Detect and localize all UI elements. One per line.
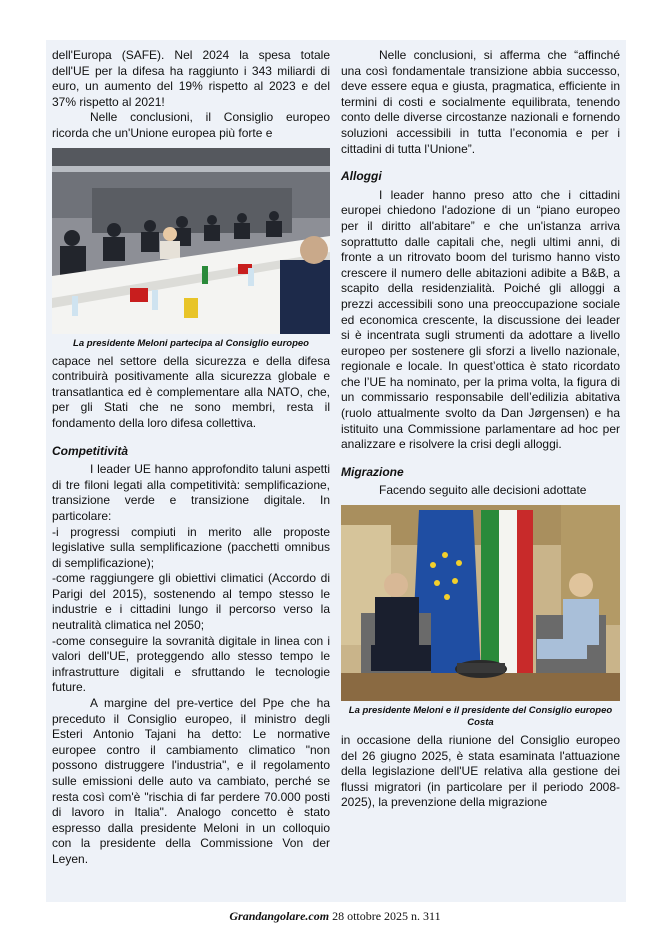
left-paragraph-1: dell'Europa (SAFE). Nel 2024 la spesa totale dell'UE per la difesa ha raggiunto i 343 miliardi di euro, un aumento del 19% rispetto al 2023 e del 37% rispetto al 2021!	[52, 48, 330, 109]
left-paragraph-4: I leader UE hanno approfondito taluni aspetti di tre filoni legati alla competitività: semplificazione, transizione verde e transizione digitale. In particolare:	[52, 462, 330, 523]
left-column	[52, 48, 330, 868]
left-paragraph-3: capace nel settore della sicurezza e della difesa contribuirà positivamente alla sicurezza globale e transatlantica ed è complementare alla NATO, che, per gli Stati che ne sono membri, resta il fondamento della loro difesa collettiva.	[52, 353, 330, 430]
left-paragraph-5: A margine del pre-vertice del Ppe che ha preceduto il Consiglio europeo, il ministro degli Esteri Antonio Tajani ha detto: Le normative europee contro il cambiamento climatico "non possono distruggere l'industria", e il regolamento sulle emissioni delle auto va cambiato, perché se resta così com'è "rischia di far perdere 70.000 posti di lavoro in Italia". Analogo concetto è stato espresso dalla presidente Meloni in un colloquio con la presidente della Commissione Von der Leyen.	[52, 696, 330, 866]
photo-council-meeting	[52, 148, 330, 334]
footer-site: Grandangolare.com	[229, 909, 330, 923]
right-paragraph-3: Facendo seguito alle decisioni adottate	[379, 483, 587, 498]
left-paragraph-2: Nelle conclusioni, il Consiglio europeo ricorda che un'Unione europea più forte e	[52, 110, 330, 140]
photo-meloni-costa	[341, 505, 620, 701]
heading-migrazione: Migrazione	[341, 464, 404, 479]
right-paragraph-1: Nelle conclusioni, si afferma che “affinché una così fondamentale transizione abbia successo, deve essere equa e giusta, pragmatica, efficiente in termini di costi e socialmente equilibrata, tenendo conto delle diverse circostanze nazionali e fornendo soluzioni accessibili in tutta l’economia e per i cittadini di tutta l’Unione”.	[341, 48, 620, 156]
right-paragraph-4: in occasione della riunione del Consiglio europeo del 26 giugno 2025, è stata esaminata l'attuazione della legislazione dell'UE relativa alla gestione dei flussi migratori (in particolare per il periodo 2008-2025), la prevenzione della migrazione	[341, 733, 620, 810]
left-list-item-3: -come conseguire la sovranità digitale in linea con i valori dell'UE, proteggendo allo stesso tempo le infrastrutture digitali e sfruttando le tecnologie future.	[52, 633, 330, 695]
left-list-item-2: -come raggiungere gli obiettivi climatici (Accordo di Parigi del 2015), sostenendo al tempo stesso le industrie e i cittadini lungo il percorso verso la neutralità climatica nel 2050;	[52, 571, 330, 633]
photo-council-meeting-caption: La presidente Meloni partecipa al Consiglio europeo	[73, 337, 309, 349]
right-paragraph-2: I leader hanno preso atto che i cittadini europei chiedono l'adozione di un “piano europeo per il diritto all'abitare” e che un'istanza arriva soprattutto dalle capitali che, negli ultimi anni, di fronte a un ritrovato boom del turismo hanno visto crescere il numero delle abitazioni adibite a B&B, a scapito della residenzialità. Poiché gli alloggi a prezzi accessibili sono una preoccupazione sociale ed economica crescente, la discussione dei leader si è incentrata sugli strumenti da adottare a livello europeo per sostenere gli sforzi a livello nazionale, regionale e locale. In quest’ottica è stato ricordato che l’UE ha nominato, per la prima volta, la figura di un commissario responsabile dell’edilizia abitativa (ruolo attualmente svolto da Dan Jørgensen) e ha istituito una Commissione parlamentare ad hoc per analizzare e risolvere la crisi degli alloggi.	[341, 187, 620, 452]
council-meeting-image	[52, 148, 330, 334]
right-column	[341, 48, 620, 811]
page-footer	[0, 909, 670, 924]
heading-alloggi: Alloggi	[341, 169, 382, 184]
meloni-costa-image	[341, 505, 620, 701]
photo-meloni-costa-caption: La presidente Meloni e il presidente del Consiglio europeo Costa	[348, 705, 613, 729]
left-list-item-1: -i progressi compiuti in merito alle proposte legislative sulla semplificazione (pacchetti omnibus di semplificazione);	[52, 524, 330, 570]
footer-date-issue: 28 ottobre 2025 n. 311	[332, 909, 441, 923]
heading-competitivita: Competitività	[52, 443, 129, 458]
